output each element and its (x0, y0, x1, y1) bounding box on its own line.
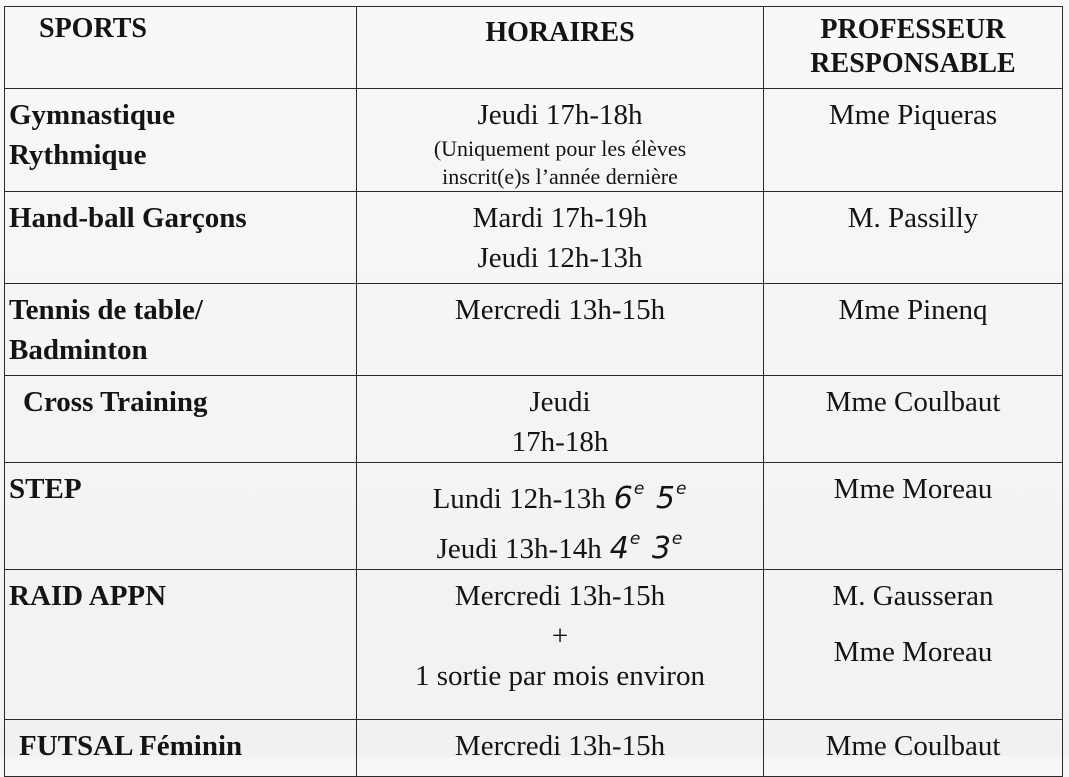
prof-cell (764, 192, 1063, 284)
sport-name: Tennis de table/ (9, 294, 203, 326)
table-row (5, 463, 1063, 570)
hours-text: 17h-18h (511, 426, 609, 458)
table-row (5, 376, 1063, 463)
header-prof-line2: RESPONSABLE (810, 48, 1016, 79)
hours-cell (357, 463, 764, 570)
table-row (5, 570, 1063, 720)
prof-cell (764, 376, 1063, 463)
sport-cell (5, 570, 357, 720)
sport-name: Cross Training (23, 386, 208, 418)
hours-cell (357, 192, 764, 284)
hours-cell (357, 284, 764, 376)
prof-name: M. Passilly (847, 202, 979, 234)
hours-line (357, 519, 763, 569)
prof-cell (764, 463, 1063, 570)
sport-name: Rythmique (9, 139, 147, 171)
prof-cell (764, 284, 1063, 376)
hours-text: Mercredi 13h-15h (454, 294, 666, 326)
hours-note: inscrit(e)s l’année dernière (442, 164, 678, 189)
prof-name: Mme Moreau (833, 636, 993, 668)
level-suffix: e (675, 479, 688, 499)
hours-text: Mardi 17h-19h (472, 202, 648, 234)
handwritten-levels (614, 481, 688, 516)
level-number: 5 (655, 481, 676, 516)
header-professeur (764, 7, 1063, 89)
prof-name: Mme Moreau (833, 473, 993, 505)
hours-cell (357, 720, 764, 777)
sport-cell (5, 376, 357, 463)
sport-name: RAID APPN (9, 580, 167, 612)
prof-cell (764, 570, 1063, 720)
header-prof-line1: PROFESSEUR (820, 14, 1006, 45)
prof-name: Mme Piqueras (828, 99, 998, 131)
prof-name: Mme Coulbaut (825, 730, 1001, 762)
sport-name: FUTSAL Féminin (19, 730, 243, 762)
hours-cell (357, 89, 764, 192)
handwritten-levels (610, 531, 684, 566)
level-number: 3 (651, 531, 672, 566)
prof-cell (764, 89, 1063, 192)
header-sports: SPORTS (5, 7, 357, 89)
level-number: 4 (609, 531, 630, 566)
hours-text: Jeudi 17h-18h (477, 99, 643, 131)
hours-text: Lundi 12h-13h (432, 483, 606, 515)
header-row (5, 7, 1063, 89)
header-horaires: HORAIRES (357, 7, 764, 89)
prof-name: Mme Pinenq (838, 294, 988, 326)
sports-schedule-table (4, 6, 1063, 777)
table-row (5, 192, 1063, 284)
hours-text: Jeudi 12h-13h (477, 242, 643, 274)
table-row (5, 720, 1063, 777)
hours-text: + (551, 620, 569, 652)
level-number: 6 (613, 481, 634, 516)
hours-text: Mercredi 13h-15h (454, 730, 666, 762)
sport-name: Badminton (9, 334, 148, 366)
sport-cell (5, 463, 357, 570)
prof-cell (764, 720, 1063, 777)
level-suffix: e (633, 479, 646, 499)
sport-cell (5, 192, 357, 284)
hours-line (357, 469, 763, 519)
hours-cell (357, 376, 764, 463)
hours-text: Jeudi (529, 386, 591, 418)
sport-cell (5, 720, 357, 777)
table-row (5, 89, 1063, 192)
hours-text: 1 sortie par mois environ (415, 660, 705, 692)
prof-name: Mme Coulbaut (825, 386, 1001, 418)
table-row (5, 284, 1063, 376)
hours-cell (357, 570, 764, 720)
hours-text: Jeudi 13h-14h (436, 533, 602, 565)
hours-note: (Uniquement pour les élèves (433, 136, 687, 161)
level-suffix: e (671, 529, 684, 549)
sport-name: STEP (9, 473, 82, 505)
sport-cell (5, 89, 357, 192)
sport-cell (5, 284, 357, 376)
level-suffix: e (629, 529, 642, 549)
sport-name: Hand-ball Garçons (9, 202, 247, 234)
hours-text: Mercredi 13h-15h (454, 580, 666, 612)
prof-name: M. Gausseran (832, 580, 994, 612)
sport-name: Gymnastique (9, 99, 175, 131)
